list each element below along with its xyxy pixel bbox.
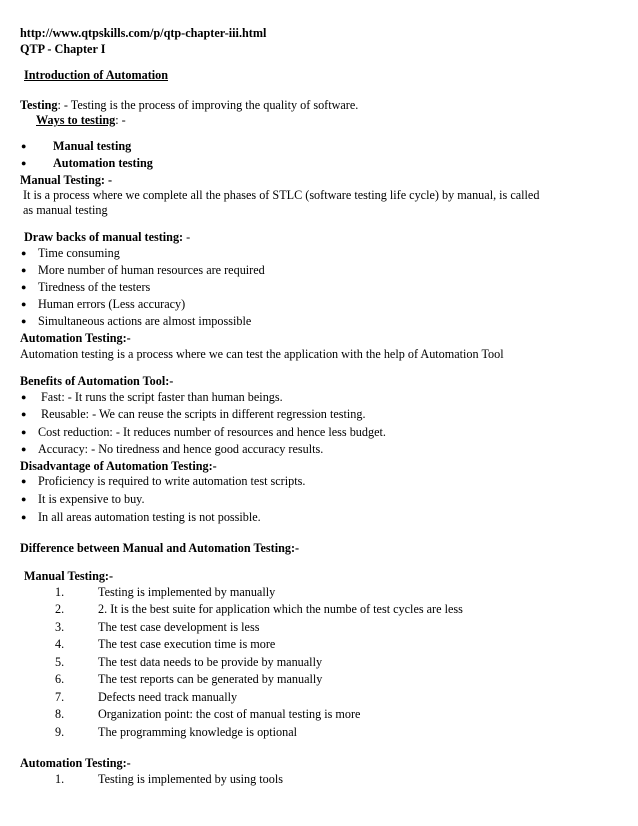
- testing-description: : - Testing is the process of improving the quality of software.: [57, 98, 359, 112]
- automation-list-heading: Automation Testing:-: [20, 756, 131, 770]
- difference-heading: Difference between Manual and Automation Testing:-: [20, 541, 300, 555]
- testing-definition: [20, 98, 358, 113]
- bullet-icon: ●: [21, 265, 27, 275]
- manual-list-item: The programming knowledge is optional: [98, 725, 298, 739]
- drawback-item: More number of human resources are required: [38, 263, 265, 277]
- manual-testing-heading: Manual Testing: -: [20, 173, 113, 187]
- header-url: http://www.qtpskills.com/p/qtp-chapter-iii.html: [20, 26, 267, 40]
- manual-testing-line-2: as manual testing: [23, 203, 108, 217]
- disadvantage-item: Proficiency is required to write automation test scripts.: [38, 474, 306, 488]
- manual-list-number: 9.: [55, 725, 65, 739]
- automation-list-number: 1.: [55, 772, 65, 786]
- manual-list-item: The test reports can be generated by manually: [98, 672, 323, 686]
- manual-list-item: The test case execution time is more: [98, 637, 276, 651]
- benefit-item: Fast: - It runs the script faster than human beings.: [41, 390, 283, 404]
- drawbacks-heading: Draw backs of manual testing:: [24, 230, 184, 244]
- benefit-item: Reusable: - We can reuse the scripts in different regression testing.: [41, 407, 366, 421]
- bullet-icon: ●: [21, 444, 27, 454]
- bullet-icon: ●: [21, 512, 27, 522]
- disadvantage-item: It is expensive to buy.: [38, 492, 145, 506]
- benefit-item: Cost reduction: - It reduces number of resources and hence less budget.: [38, 425, 386, 439]
- manual-list-item: 2. It is the best suite for application which the numbe of test cycles are less: [98, 602, 463, 616]
- ways-item-automation: Automation testing: [53, 156, 153, 170]
- automation-testing-heading: Automation Testing:-: [20, 331, 131, 345]
- manual-list-number: 2.: [55, 602, 65, 616]
- drawback-item: Simultaneous actions are almost impossible: [38, 314, 252, 328]
- manual-list-item: Testing is implemented by manually: [98, 585, 276, 599]
- manual-list-number: 6.: [55, 672, 65, 686]
- drawbacks-suffix: -: [183, 230, 191, 244]
- bullet-icon: ●: [21, 392, 27, 402]
- ways-item-manual: Manual testing: [53, 139, 132, 153]
- manual-list-number: 5.: [55, 655, 65, 669]
- bullet-icon: ●: [21, 476, 27, 486]
- benefits-heading: Benefits of Automation Tool:-: [20, 374, 174, 388]
- header-chapter: QTP - Chapter I: [20, 42, 106, 56]
- manual-testing-line-1: It is a process where we complete all the phases of STLC (software testing life cycle) by manual, is called: [23, 188, 540, 202]
- bullet-icon: ●: [21, 409, 27, 419]
- manual-list-item: Defects need track manually: [98, 690, 238, 704]
- manual-list-item: Organization point: the cost of manual testing is more: [98, 707, 361, 721]
- disadvantage-heading: Disadvantage of Automation Testing:-: [20, 459, 217, 473]
- ways-heading: [36, 113, 126, 128]
- manual-list-number: 4.: [55, 637, 65, 651]
- bullet-icon: ●: [21, 299, 27, 309]
- drawback-item: Human errors (Less accuracy): [38, 297, 186, 311]
- section-title: Introduction of Automation: [24, 68, 169, 82]
- drawback-item: Tiredness of the testers: [38, 280, 151, 294]
- bullet-icon: ●: [21, 248, 27, 258]
- bullet-icon: ●: [21, 141, 27, 151]
- manual-list-number: 3.: [55, 620, 65, 634]
- bullet-icon: ●: [21, 316, 27, 326]
- manual-list-number: 1.: [55, 585, 65, 599]
- drawbacks-heading-line: [24, 230, 190, 245]
- automation-testing-line: Automation testing is a process where we can test the application with the help of Automation Tool: [20, 347, 504, 361]
- benefit-item: Accuracy: - No tiredness and hence good accuracy results.: [38, 442, 324, 456]
- disadvantage-item: In all areas automation testing is not possible.: [38, 510, 261, 524]
- bullet-icon: ●: [21, 427, 27, 437]
- testing-term: Testing: [20, 98, 58, 112]
- manual-list-heading: Manual Testing:-: [24, 569, 114, 583]
- bullet-icon: ●: [21, 158, 27, 168]
- drawback-item: Time consuming: [38, 246, 120, 260]
- ways-suffix: : -: [115, 113, 126, 127]
- bullet-icon: ●: [21, 282, 27, 292]
- manual-list-item: The test case development is less: [98, 620, 260, 634]
- bullet-icon: ●: [21, 494, 27, 504]
- automation-list-item: Testing is implemented by using tools: [98, 772, 283, 786]
- manual-list-number: 7.: [55, 690, 65, 704]
- manual-list-item: The test data needs to be provide by manually: [98, 655, 323, 669]
- ways-label: Ways to testing: [36, 113, 116, 127]
- manual-list-number: 8.: [55, 707, 65, 721]
